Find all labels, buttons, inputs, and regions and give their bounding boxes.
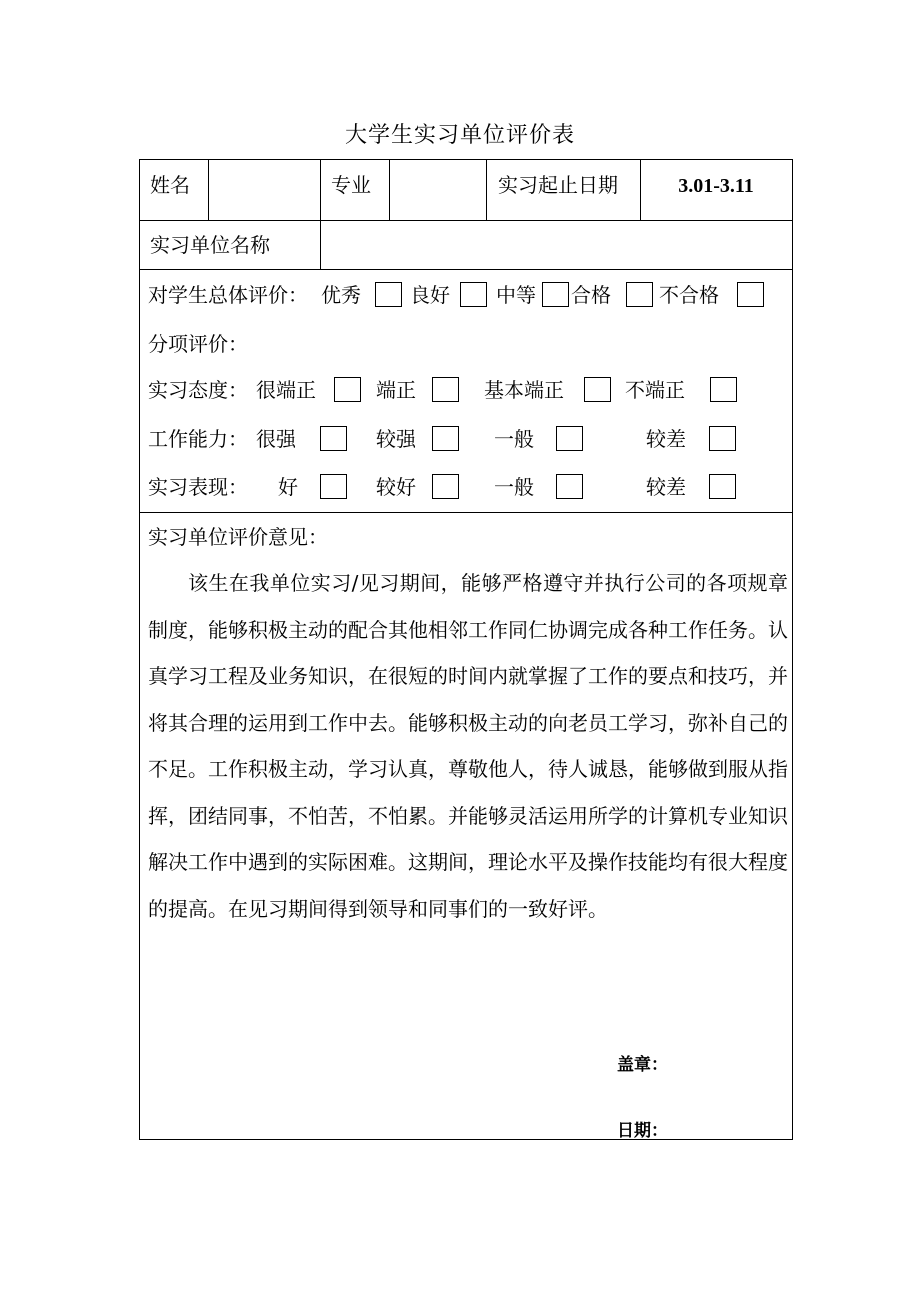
date-label: 日期： — [617, 1121, 668, 1141]
overall-fail-checkbox[interactable] — [737, 282, 764, 307]
performance-poor-checkbox[interactable] — [709, 474, 736, 499]
major-label: 专业 — [331, 173, 371, 197]
period-label: 实习起止日期 — [498, 173, 618, 197]
ability-option-label: 很强 — [256, 427, 296, 451]
ability-very-strong-checkbox[interactable] — [320, 426, 347, 451]
stamp-label: 盖章： — [617, 1055, 668, 1075]
performance-average-checkbox[interactable] — [556, 474, 583, 499]
attitude-not-upright-checkbox[interactable] — [710, 377, 737, 402]
period-value[interactable]: 3.01-3.11 — [678, 175, 754, 197]
itemized-label: 分项评价： — [148, 332, 248, 356]
overall-excellent-checkbox[interactable] — [375, 282, 402, 307]
attitude-option-label: 很端正 — [256, 378, 316, 402]
performance-option-label: 较好 — [376, 475, 416, 499]
ability-poor-checkbox[interactable] — [709, 426, 736, 451]
performance-option-label: 一般 — [494, 475, 534, 499]
unit-label: 实习单位名称 — [150, 233, 270, 257]
ability-option-label: 较差 — [646, 427, 686, 451]
ability-option-label: 一般 — [494, 427, 534, 451]
overall-pass-checkbox[interactable] — [626, 282, 653, 307]
overall-option-label: 合格 — [571, 283, 611, 307]
attitude-upright-checkbox[interactable] — [432, 377, 459, 402]
performance-option-label: 较差 — [646, 475, 686, 499]
attitude-label: 实习态度： — [148, 378, 248, 402]
attitude-very-upright-checkbox[interactable] — [334, 377, 361, 402]
overall-option-label: 不合格 — [659, 283, 719, 307]
attitude-option-label: 基本端正 — [484, 378, 564, 402]
overall-good-checkbox[interactable] — [460, 282, 487, 307]
overall-medium-checkbox[interactable] — [542, 282, 569, 307]
attitude-basically-upright-checkbox[interactable] — [584, 377, 611, 402]
opinion-text — [148, 560, 788, 932]
performance-good-checkbox[interactable] — [320, 474, 347, 499]
opinion-paragraph: 该生在我单位实习/见习期间，能够严格遵守并执行公司的各项规章制度，能够积极主动的配合其他相邻工作同仁协调完成各种工作任务。认真学习工程及业务知识，在很短的时间内就掌握了工作的要点和技巧，并将其合理的运用到工作中去。能够积极主动的向老员工学习，弥补自己的不足。工作积极主动，学习认真，尊敬他人，待人诚恳，能够做到服从指挥，团结同事，不怕苦，不怕累。并能够灵活运用所学的计算机专业知识解决工作中遇到的实际困难。这期间，理论水平及操作技能均有很大程度的提高。在见习期间得到领导和同事们的一致好评。 — [148, 571, 788, 921]
performance-fairly-good-checkbox[interactable] — [432, 474, 459, 499]
opinion-label: 实习单位评价意见： — [148, 525, 328, 549]
overall-label: 对学生总体评价： — [148, 283, 308, 307]
name-label: 姓名 — [150, 173, 190, 197]
attitude-option-label: 端正 — [376, 378, 416, 402]
ability-strong-checkbox[interactable] — [432, 426, 459, 451]
ability-average-checkbox[interactable] — [556, 426, 583, 451]
form-title: 大学生实习单位评价表 — [344, 123, 575, 148]
overall-option-label: 中等 — [496, 283, 536, 307]
overall-option-label: 优秀 — [321, 283, 361, 307]
attitude-option-label: 不端正 — [625, 378, 685, 402]
ability-option-label: 较强 — [376, 427, 416, 451]
performance-option-label: 好 — [278, 475, 298, 499]
performance-label: 实习表现： — [148, 475, 248, 499]
overall-option-label: 良好 — [410, 283, 450, 307]
ability-label: 工作能力： — [148, 427, 248, 451]
